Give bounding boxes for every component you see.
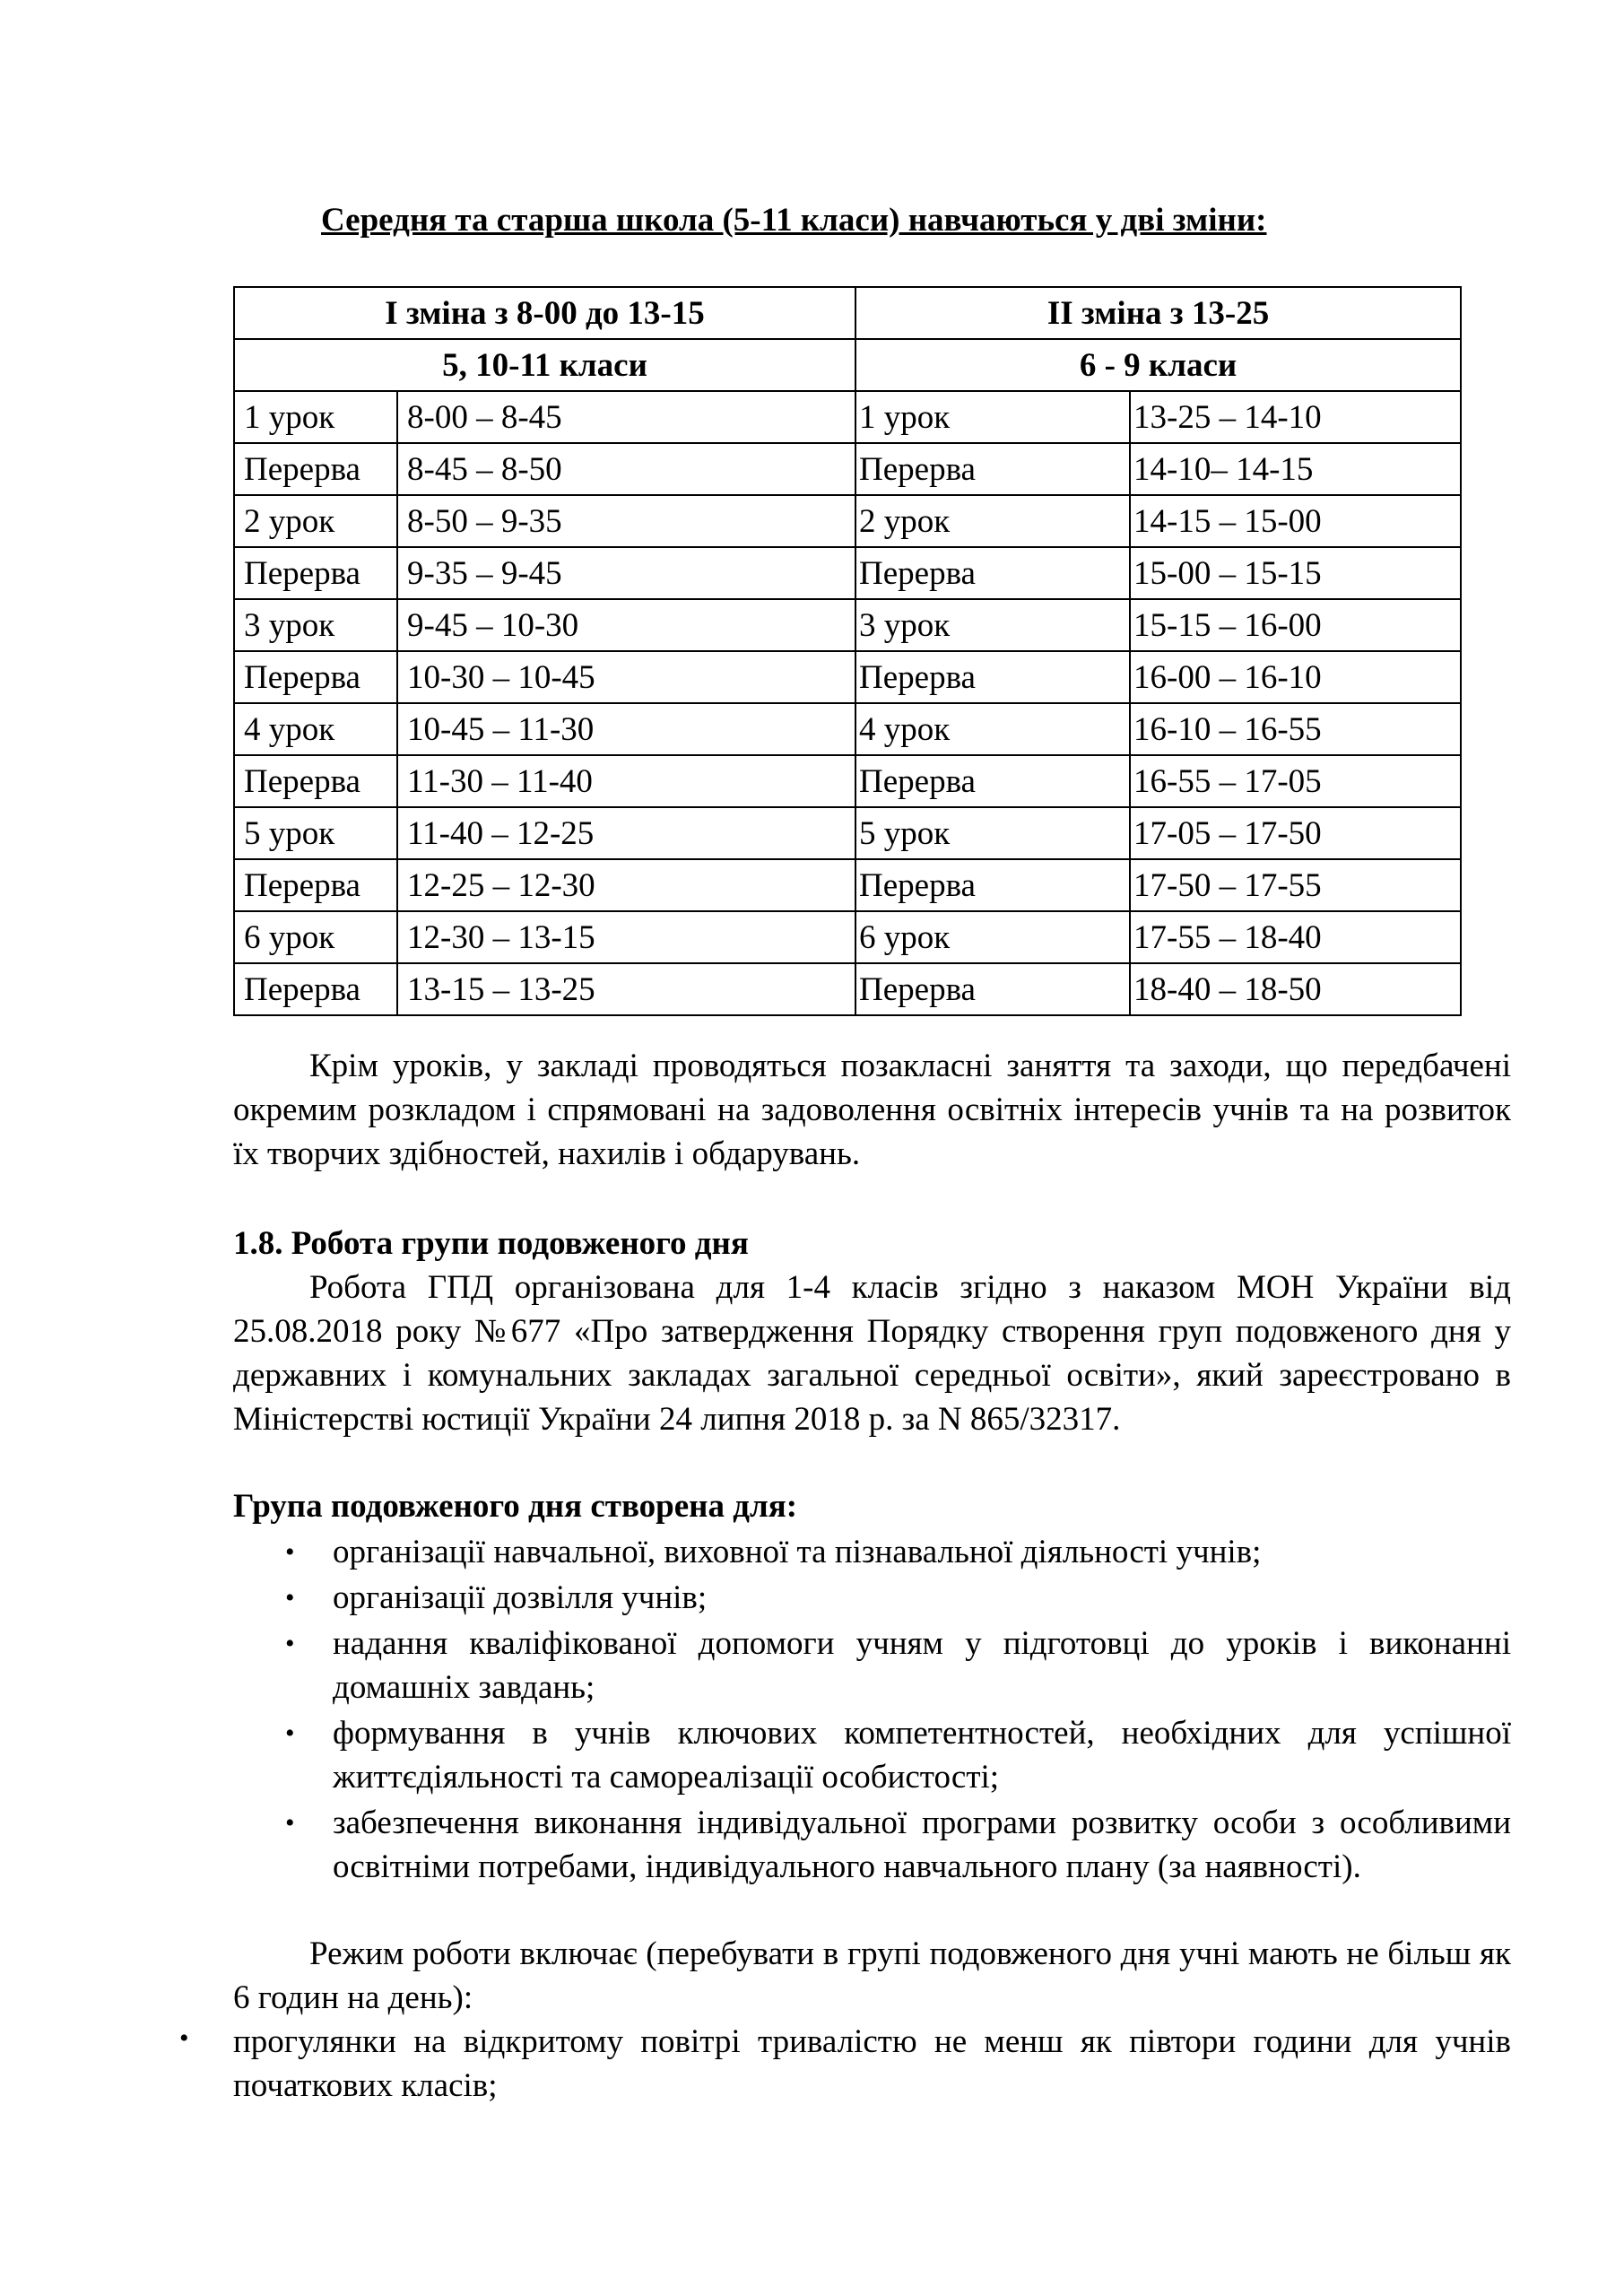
group-purpose-title: Група подовженого дня створена для:	[233, 1488, 798, 1525]
shift2-time-cell: 18-40 – 18-50	[1130, 963, 1461, 1015]
shift1-title: І зміна з 8-00 до 13-15	[234, 287, 855, 339]
shift2-time-cell: 17-55 – 18-40	[1130, 911, 1461, 963]
list-item-text: організації дозвілля учнів;	[333, 1579, 708, 1616]
shift1-time-cell: 9-45 – 10-30	[397, 599, 855, 651]
shift-title-row	[234, 287, 1461, 339]
bullet-icon: •	[285, 1718, 295, 1748]
group-purpose-list	[233, 1530, 1511, 1891]
bullet-icon: •	[285, 1537, 295, 1567]
shift1-lesson-cell: 4 урок	[234, 703, 397, 755]
list-item	[233, 1801, 1511, 1889]
regime-bullet: •	[179, 2023, 189, 2053]
shift2-classes: 6 - 9 класи	[855, 339, 1461, 391]
shift1-lesson-cell: 5 урок	[234, 807, 397, 859]
schedule-row	[234, 911, 1461, 963]
shift2-lesson-cell: Перерва	[855, 651, 1130, 703]
schedule-row	[234, 755, 1461, 807]
shift1-lesson-cell: Перерва	[234, 443, 397, 495]
schedule-row	[234, 963, 1461, 1015]
shift2-lesson-cell: 6 урок	[855, 911, 1130, 963]
shift1-lesson-cell: 1 урок	[234, 391, 397, 443]
shift2-lesson-cell: 3 урок	[855, 599, 1130, 651]
schedule-row	[234, 443, 1461, 495]
bell-schedule-table	[233, 286, 1462, 1016]
shift1-lesson-cell: Перерва	[234, 547, 397, 599]
shift-classes-row	[234, 339, 1461, 391]
shift2-time-cell: 15-00 – 15-15	[1130, 547, 1461, 599]
shift2-time-cell: 14-10– 14-15	[1130, 443, 1461, 495]
shift1-time-cell: 8-45 – 8-50	[397, 443, 855, 495]
shift2-time-cell: 16-55 – 17-05	[1130, 755, 1461, 807]
page-heading: Середня та старша школа (5-11 класи) навчаються у дві зміни:	[321, 202, 1267, 239]
schedule-row	[234, 391, 1461, 443]
shift1-time-cell: 8-50 – 9-35	[397, 495, 855, 547]
shift1-time-cell: 8-00 – 8-45	[397, 391, 855, 443]
extracurricular-paragraph: Крім уроків, у закладі проводяться позакласні заняття та заходи, що передбачені окремим розкладом і спрямовані на задоволення освітніх інтересів учнів та на розвиток їх творчих здібностей, нахилів і обдарувань.	[233, 1048, 1511, 1172]
shift1-time-cell: 10-45 – 11-30	[397, 703, 855, 755]
section-title: 1.8. Робота групи подовженого дня	[233, 1225, 749, 1262]
gpd-paragraph: Робота ГПД організована для 1-4 класів згідно з наказом МОН України від 25.08.2018 року №677 «Про затвердження Порядку створення груп подовженого дня у державних і комунальних закладах загальної середньої освіти», який зареєстровано в Міністерстві юстиції України 24 липня 2018 р. за N 865/32317.	[233, 1269, 1511, 1438]
shift2-lesson-cell: 5 урок	[855, 807, 1130, 859]
shift2-time-cell: 16-10 – 16-55	[1130, 703, 1461, 755]
shift2-title: ІІ зміна з 13-25	[855, 287, 1461, 339]
shift1-lesson-cell: Перерва	[234, 859, 397, 911]
regime-item: прогулянки на відкритому повітрі тривалістю не менш як півтори години для учнів початкових класів;	[233, 2023, 1511, 2104]
list-item	[233, 1576, 1511, 1620]
shift1-lesson-cell: Перерва	[234, 651, 397, 703]
schedule-row	[234, 703, 1461, 755]
shift2-lesson-cell: Перерва	[855, 443, 1130, 495]
shift2-time-cell: 13-25 – 14-10	[1130, 391, 1461, 443]
schedule-row	[234, 651, 1461, 703]
list-item	[233, 1622, 1511, 1709]
bullet-icon: •	[285, 1808, 295, 1838]
shift1-time-cell: 10-30 – 10-45	[397, 651, 855, 703]
shift1-time-cell: 12-30 – 13-15	[397, 911, 855, 963]
shift2-time-cell: 16-00 – 16-10	[1130, 651, 1461, 703]
shift2-lesson-cell: Перерва	[855, 963, 1130, 1015]
shift1-lesson-cell: 3 урок	[234, 599, 397, 651]
list-item	[233, 1711, 1511, 1799]
regime-paragraph: Режим роботи включає (перебувати в групі подовженого дня учні мають не більш як 6 годин на день):	[233, 1935, 1511, 2016]
shift2-time-cell: 17-50 – 17-55	[1130, 859, 1461, 911]
shift2-time-cell: 17-05 – 17-50	[1130, 807, 1461, 859]
shift2-time-cell: 15-15 – 16-00	[1130, 599, 1461, 651]
shift2-lesson-cell: Перерва	[855, 859, 1130, 911]
shift1-lesson-cell: Перерва	[234, 963, 397, 1015]
shift2-lesson-cell: 2 урок	[855, 495, 1130, 547]
list-item-text: організації навчальної, виховної та пізнавальної діяльності учнів;	[333, 1534, 1262, 1570]
shift1-time-cell: 11-40 – 12-25	[397, 807, 855, 859]
shift2-lesson-cell: 1 урок	[855, 391, 1130, 443]
schedule-row	[234, 495, 1461, 547]
schedule-row	[234, 859, 1461, 911]
bullet-icon: •	[285, 1629, 295, 1658]
list-item-text: формування в учнів ключових компетентностей, необхідних для успішної життєдіяльності та самореалізації особистості;	[333, 1715, 1511, 1796]
schedule-row	[234, 599, 1461, 651]
shift2-lesson-cell: Перерва	[855, 755, 1130, 807]
shift1-time-cell: 11-30 – 11-40	[397, 755, 855, 807]
shift1-time-cell: 12-25 – 12-30	[397, 859, 855, 911]
shift1-lesson-cell: Перерва	[234, 755, 397, 807]
shift1-time-cell: 13-15 – 13-25	[397, 963, 855, 1015]
shift1-lesson-cell: 6 урок	[234, 911, 397, 963]
list-item-text: надання кваліфікованої допомоги учням у підготовці до уроків і виконанні домашніх завдань;	[333, 1625, 1511, 1706]
shift1-classes: 5, 10-11 класи	[234, 339, 855, 391]
shift1-lesson-cell: 2 урок	[234, 495, 397, 547]
shift1-time-cell: 9-35 – 9-45	[397, 547, 855, 599]
schedule-row	[234, 807, 1461, 859]
shift2-lesson-cell: 4 урок	[855, 703, 1130, 755]
schedule-row	[234, 547, 1461, 599]
list-item-text: забезпечення виконання індивідуальної програми розвитку особи з особливими освітніми потребами, індивідуального навчального плану (за наявності).	[333, 1805, 1511, 1885]
bullet-icon: •	[285, 1583, 295, 1613]
shift2-time-cell: 14-15 – 15-00	[1130, 495, 1461, 547]
shift2-lesson-cell: Перерва	[855, 547, 1130, 599]
list-item	[233, 1530, 1511, 1574]
